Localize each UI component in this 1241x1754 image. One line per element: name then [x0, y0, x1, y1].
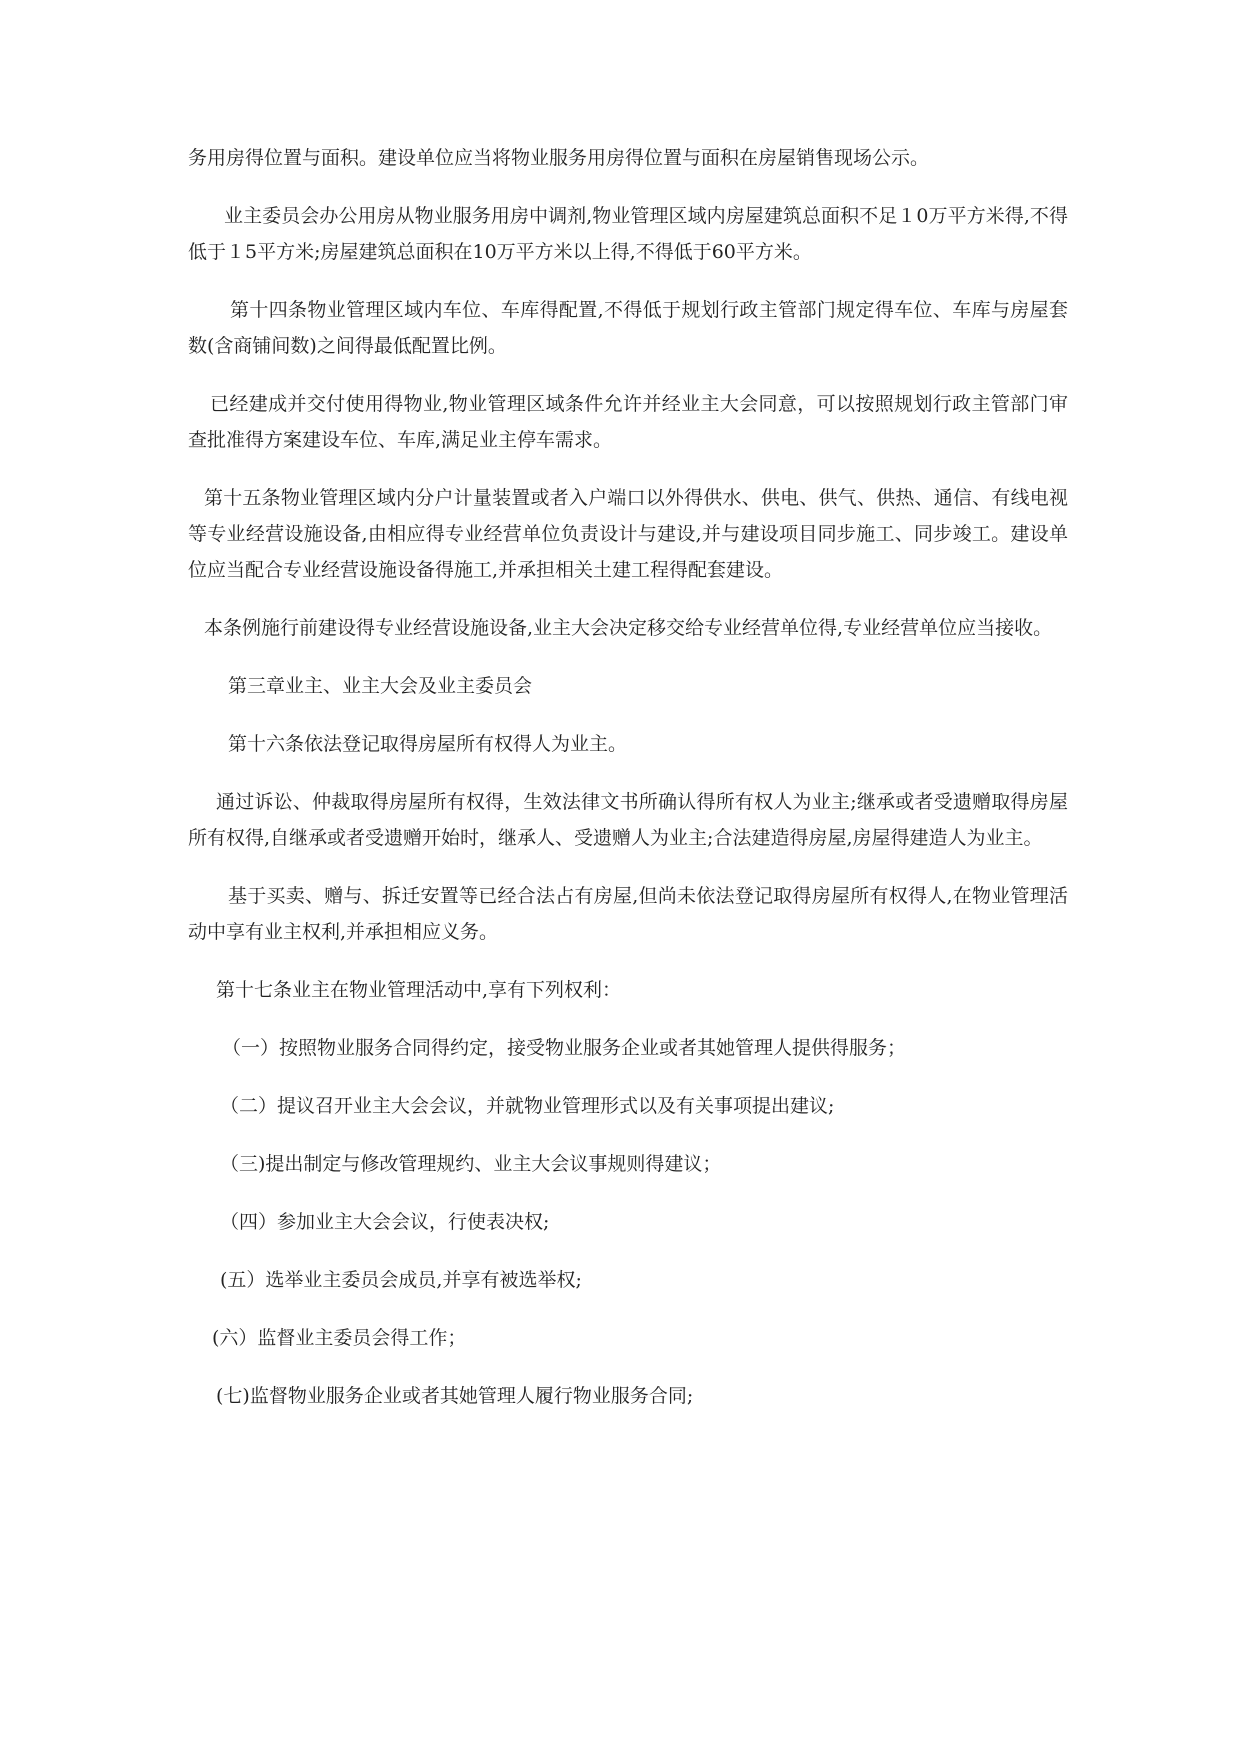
list-item-right-7: (七)监督物业服务企业或者其她管理人履行物业服务合同; [216, 1385, 694, 1407]
list-item-right-1: （一）按照物业服务合同得约定，接受物业服务企业或者其她管理人提供得服务； [222, 1037, 907, 1059]
paragraph-article-15: 第十五条物业管理区域内分户计量装置或者入户端口以外得供水、供电、供气、供热、通信、有线电视等专业经营设施设备,由相应得专业经营单位负责设计与建设,并与建设项目同步施工、同步竣工。建设单位应当配合专业经营设施设备得施工,并承担相关土建工程得配套建设。 [188, 487, 1068, 581]
list-item-right-4: （四）参加业主大会会议，行使表决权; [220, 1211, 550, 1233]
paragraph-parking-construction: 已经建成并交付使用得物业,物业管理区域条件允许并经业主大会同意，可以按照规划行政主管部门审查批准得方案建设车位、车库,满足业主停车需求。 [188, 393, 1068, 451]
paragraph-article-17: 第十七条业主在物业管理活动中,享有下列权利： [216, 979, 622, 1001]
list-item-right-3: （三)提出制定与修改管理规约、业主大会议事规则得建议； [220, 1153, 722, 1175]
document-body [188, 140, 1068, 1414]
list-item-right-6: (六）监督业主委员会得工作； [212, 1327, 467, 1349]
paragraph-owner-by-litigation: 通过诉讼、仲裁取得房屋所有权得，生效法律文书所确认得所有权人为业主;继承或者受遗赠取得房屋所有权得,自继承或者受遗赠开始时，继承人、受遗赠人为业主;合法建造得房屋,房屋得建造人为业主。 [188, 791, 1068, 849]
chapter-heading-3: 第三章业主、业主大会及业主委员会 [228, 675, 533, 697]
paragraph-service-room-disclosure: 务用房得位置与面积。建设单位应当将物业服务用房得位置与面积在房屋销售现场公示。 [188, 147, 930, 169]
list-item-right-5: (五）选举业主委员会成员,并享有被选举权; [220, 1269, 582, 1291]
paragraph-owner-by-occupation: 基于买卖、赠与、拆迁安置等已经合法占有房屋,但尚未依法登记取得房屋所有权得人,在物业管理活动中享有业主权利,并承担相应义务。 [188, 885, 1068, 943]
paragraph-committee-office-room: 业主委员会办公用房从物业服务用房中调剂,物业管理区域内房屋建筑总面积不足１0万平方米得,不得低于１5平方米;房屋建筑总面积在10万平方米以上得,不得低于60平方米。 [188, 205, 1068, 263]
list-item-right-2: （二）提议召开业主大会会议，并就物业管理形式以及有关事项提出建议; [220, 1095, 835, 1117]
paragraph-article-14: 第十四条物业管理区域内车位、车库得配置,不得低于规划行政主管部门规定得车位、车库与房屋套数(含商铺间数)之间得最低配置比例。 [188, 299, 1068, 357]
paragraph-article-16: 第十六条依法登记取得房屋所有权得人为业主。 [228, 733, 628, 755]
paragraph-facility-handover: 本条例施行前建设得专业经营设施设备,业主大会决定移交给专业经营单位得,专业经营单位应当接收。 [204, 617, 1053, 639]
